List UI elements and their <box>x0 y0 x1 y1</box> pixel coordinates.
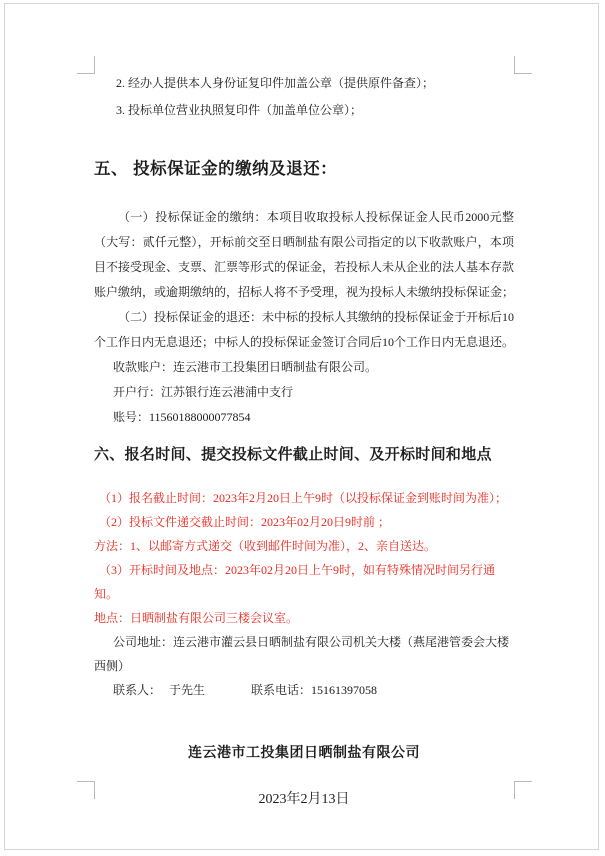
intro-line-3: 3. 投标单位营业执照复印件（加盖单位公章）； <box>116 103 363 117</box>
document-page <box>4 3 599 850</box>
contact-person-label: 联系人： <box>113 683 162 697</box>
margin-crop-mark-top-right <box>514 56 532 74</box>
receiving-account-line: 收款账户：连云港市工投集团日晒制盐有限公司。 <box>113 360 378 374</box>
contact-line <box>94 678 514 702</box>
margin-crop-mark-bottom-right <box>514 781 532 799</box>
footer-date: 2023年2月13日 <box>258 792 350 807</box>
bank-line: 开户行：江苏银行连云港浦中支行 <box>113 385 294 399</box>
deadline-signup-line: （1）报名截止时间：2023年2月20日上午9时（以投标保证金到账时间为准）； <box>99 491 508 505</box>
submission-method-line: 方法：1、以邮寄方式递交（收到邮件时间为准），2、亲自送达。 <box>94 539 437 553</box>
document-content <box>94 70 514 808</box>
bid-opening-time-line: （3）开标时间及地点：2023年02月20日上午9时，如有特殊情况时间另行通知。 <box>94 563 496 601</box>
section-5-heading: 五、 投标保证金的缴纳及退还： <box>94 160 338 178</box>
contact-phone-label: 联系电话： <box>251 683 312 697</box>
contact-person: 于先生 <box>169 683 206 697</box>
margin-crop-mark-top-left <box>77 56 95 74</box>
company-address-line: 公司地址：连云港市灌云县日晒制盐有限公司机关大楼（燕尾港管委会大楼西侧） <box>94 635 510 673</box>
intro-line-2: 2. 经办人提供本人身份证复印件加盖公章（提供原件备查）； <box>116 76 435 90</box>
section-5-paragraph-1: （一）投标保证金的缴纳：本项目收取投标人投标保证金人民币2000元整（大写：贰仟元整），开标前交至日晒制盐有限公司指定的以下收款账户，本项目不接受现金、支票、汇票等形式的保证金，若投标人未从企业的法人基本存款账户缴纳，或逾期缴纳的，招标人将不予受理，视为投标人未缴纳投标保证金； <box>94 210 515 299</box>
account-number-line: 账号：11560188000077854 <box>113 410 251 424</box>
section-6-red-notes <box>94 486 514 630</box>
bid-opening-place-line: 地点：日晒制盐有限公司三楼会议室。 <box>94 611 299 625</box>
section-5-paragraph-2: （二）投标保证金的退还：未中标的投标人其缴纳的投标保证金于开标后10个工作日内无息退还；中标人的投标保证金签订合同后10个工作日内无息退还。 <box>94 310 515 349</box>
deadline-submission-line: （2）投标文件递交截止时间：2023年02月20日9时前 ； <box>99 515 391 529</box>
contact-phone: 15161397058 <box>311 683 378 697</box>
margin-crop-mark-bottom-left <box>77 781 95 799</box>
section-6-heading: 六、报名时间、提交投标文件截止时间、及开标时间和地点 <box>94 446 492 463</box>
footer-company-name: 连云港市工投集团日晒制盐有限公司 <box>188 744 420 760</box>
